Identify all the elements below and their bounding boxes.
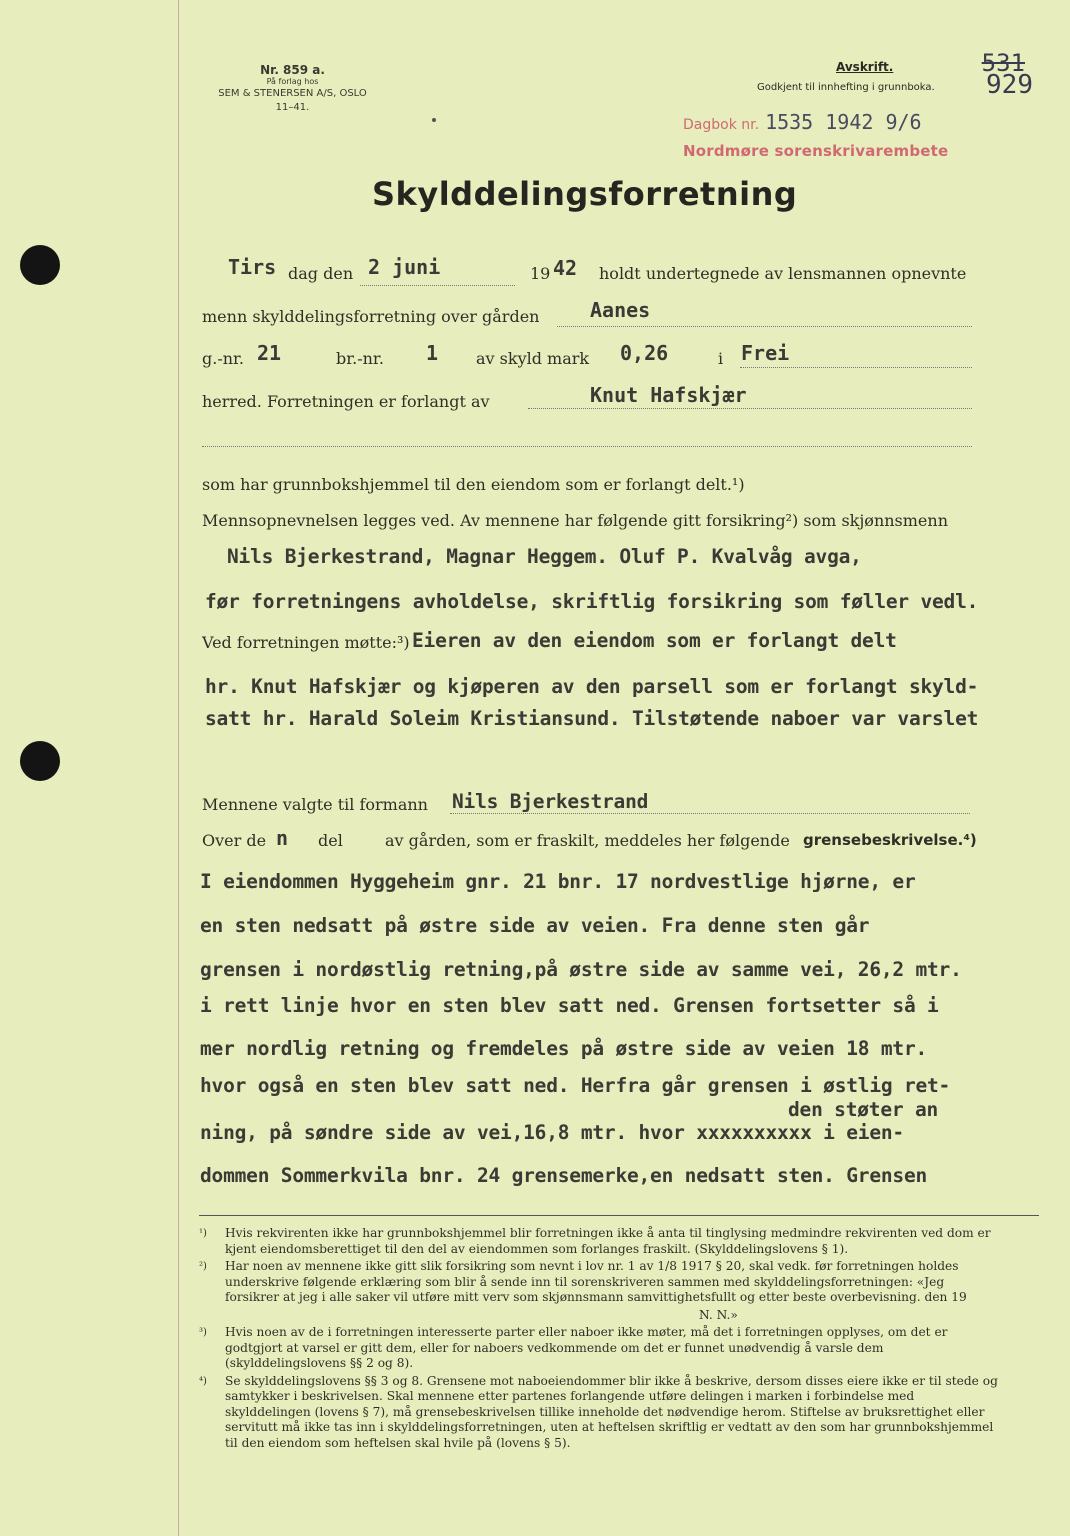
page-number-current: 929 bbox=[986, 70, 1033, 100]
footnote-ref: ⁴) bbox=[963, 831, 977, 849]
footnote-text: Hvis rekvirenten ikke har grunnbokshjemmel blir forretningen ikke å anta til tinglysing medmindre rekvirenten ved dom er kjent eiendomsberettiget til den del av eiendommen som forlanges fraskilt. (Skylddelingslovens § 1). bbox=[225, 1226, 991, 1256]
skyld-label: av skyld mark bbox=[476, 349, 590, 368]
footnote bbox=[199, 1259, 999, 1306]
mennsopp-text: Mennsopnevnelsen legges ved. Av mennene har følgende gitt forsikring²) som skjønnsmenn bbox=[202, 511, 949, 530]
description-line: hvor også en sten blev satt ned. Herfra går grensen i østlig ret- bbox=[200, 1074, 951, 1097]
footnote-text: Hvis noen av de i forretningen interesserte parter eller naboer ikke møter, må det i forretningen opplyses, om det er godtgjort at varsel er gitt dem, eller for naboers vedkommende om det er funnet unødvendig å varsle dem (skylddelingslovens §§ 2 og 8). bbox=[225, 1325, 948, 1370]
gaarden-text: av gården, som er fraskilt, meddeles her følgende bbox=[385, 831, 790, 850]
blank-fill-line bbox=[202, 446, 972, 447]
weekday-value: Tirs bbox=[228, 255, 277, 279]
footnote-text: Har noen av mennene ikke gitt slik forsikring som nevnt i lov nr. 1 av 1/8 1917 § 20, skal vedk. før forretningen holdes underskrive følgende erklæring som blir å sende inn til sorenskriveren sammen med skylddelingsforretningen: «Jeg forsikrer at jeg i alle saker vil utføre mitt verv som skjønnsmann samvittighetsfullt og etter beste overbevisning. den 19 bbox=[225, 1259, 967, 1304]
footnote bbox=[199, 1226, 999, 1257]
grensebeskrivelse-text: grensebeskrivelse. bbox=[803, 831, 964, 849]
year-value: 42 bbox=[553, 256, 578, 280]
formann-fill-line bbox=[450, 813, 970, 814]
footnote-text: N. N.» bbox=[699, 1307, 738, 1322]
bnr-value: 1 bbox=[426, 341, 439, 365]
description-line: dommen Sommerkvila bnr. 24 grensemerke,en nedsatt sten. Grensen bbox=[200, 1164, 928, 1187]
office-stamp: Nordmøre sorenskrivarembete bbox=[683, 142, 949, 160]
farm-fill-line bbox=[557, 326, 972, 327]
publisher-line: På forlag hos bbox=[266, 77, 319, 86]
gnr-value: 21 bbox=[257, 341, 282, 365]
description-line: i rett linje hvor en sten blev satt ned. Grensen fortsetter så i bbox=[200, 994, 939, 1017]
footnote-mark: ³) bbox=[199, 1327, 207, 1338]
dagbok-stamp bbox=[683, 110, 922, 134]
description-line: ning, på søndre side av vei,16,8 mtr. hvor xxxxxxxxxx i eien- bbox=[200, 1121, 904, 1144]
municipality-fill-line bbox=[740, 367, 972, 368]
punch-hole-top bbox=[20, 245, 60, 285]
forsikring-line: før forretningens avholdelse, skriftlig forsikring som føller vedl. bbox=[205, 590, 979, 613]
footnote bbox=[199, 1374, 999, 1452]
grensebeskrivelse-label bbox=[803, 831, 977, 849]
godkjent-label: Godkjent til innhefting i grunnboka. bbox=[757, 82, 935, 93]
punch-hole-middle bbox=[20, 741, 60, 781]
over-label: Over de bbox=[202, 831, 267, 850]
description-line: grensen i nordøstlig retning,på østre side av samme vei, 26,2 mtr. bbox=[200, 958, 962, 981]
footnote-signature bbox=[199, 1308, 999, 1324]
footnote-rule bbox=[199, 1215, 1039, 1216]
over-value: n bbox=[276, 826, 289, 850]
del-label: del bbox=[318, 831, 343, 850]
herred-text: herred. Forretningen er forlangt av bbox=[202, 392, 490, 411]
page-title: Skylddelingsforretning bbox=[372, 175, 798, 213]
footnotes bbox=[199, 1226, 999, 1453]
formann-value: Nils Bjerkestrand bbox=[452, 790, 649, 813]
gnr-label: g.-nr. bbox=[202, 349, 245, 368]
margin-line bbox=[178, 0, 179, 1536]
publisher-line: 11–41. bbox=[275, 102, 310, 113]
footnote-mark: ¹) bbox=[199, 1228, 207, 1239]
skyld-value: 0,26 bbox=[620, 341, 669, 365]
requester-value: Knut Hafskjær bbox=[590, 383, 747, 407]
footnote-text: Se skylddelingslovens §§ 3 og 8. Grensene mot naboeiendommer blir ikke å beskrive, dersom disses eiere ikke er til stede og samtykker i beskrivelsen. Skal mennene etter partenes forlangende utføre delingen i marken i forbindelse med skylddelingen (lovens § 7), må grensebeskrivelsen tillike inneholde det nødvendige herom. Stiftelse av bruksrettighet eller servitutt må ikke tas inn i skylddelingsforretningen, uten at heftelsen skriftlig er vedtatt av den som har grunnbokshjemmel til den eiendom som heftelsen skal hvile på (lovens § 5). bbox=[225, 1373, 998, 1450]
year-prefix: 19 bbox=[530, 264, 551, 283]
date-value: 2 juni bbox=[368, 255, 441, 279]
form-number: Nr. 859 a. bbox=[260, 63, 325, 77]
stray-dot bbox=[432, 118, 436, 122]
footnote bbox=[199, 1325, 999, 1372]
holdt-text: holdt undertegnede av lensmannen opnevnte bbox=[599, 264, 967, 283]
motte-line: hr. Knut Hafskjær og kjøperen av den parsell som er forlangt skyld- bbox=[205, 675, 979, 698]
avskrift-label: Avskrift. bbox=[836, 60, 894, 74]
forsikring-line: Nils Bjerkestrand, Magnar Heggem. Oluf P. Kvalvåg avga, bbox=[227, 545, 862, 568]
requester-fill-line bbox=[528, 408, 972, 409]
description-line: en sten nedsatt på østre side av veien. Fra denne sten går bbox=[200, 914, 870, 937]
description-line: I eiendommen Hyggeheim gnr. 21 bnr. 17 nordvestlige hjørne, er bbox=[200, 870, 916, 893]
footnote-mark: ⁴) bbox=[199, 1375, 207, 1387]
publisher-info bbox=[205, 63, 380, 115]
page-number-crossed: 531 bbox=[981, 49, 1025, 77]
motte-line: satt hr. Harald Soleim Kristiansund. Tilstøtende naboer var varslet bbox=[205, 707, 979, 730]
farm-value: Aanes bbox=[590, 298, 651, 322]
dag-den-label: dag den bbox=[288, 264, 354, 283]
description-line: mer nordlig retning og fremdeles på østre side av veien 18 mtr. bbox=[200, 1037, 928, 1060]
publisher-line: SEM & STENERSEN A/S, OSLO bbox=[218, 88, 367, 99]
date-fill-line bbox=[360, 285, 515, 286]
grunnbok-text: som har grunnbokshjemmel til den eiendom som er forlangt delt.¹) bbox=[202, 475, 745, 494]
municipality-value: Frei bbox=[741, 341, 790, 365]
dagbok-label: Dagbok nr. bbox=[683, 117, 760, 133]
motte-label: Ved forretningen møtte:³) bbox=[202, 633, 410, 652]
dagbok-value: 1535 1942 9/6 bbox=[765, 110, 922, 134]
description-insertion: den støter an bbox=[788, 1098, 939, 1121]
menn-text: menn skylddelingsforretning over gården bbox=[202, 307, 540, 326]
motte-line: Eieren av den eiendom som er forlangt delt bbox=[412, 629, 897, 652]
footnote-mark: ²) bbox=[199, 1261, 207, 1272]
formann-label: Mennene valgte til formann bbox=[202, 795, 428, 814]
i-label: i bbox=[718, 349, 724, 368]
bnr-label: br.-nr. bbox=[336, 349, 384, 368]
